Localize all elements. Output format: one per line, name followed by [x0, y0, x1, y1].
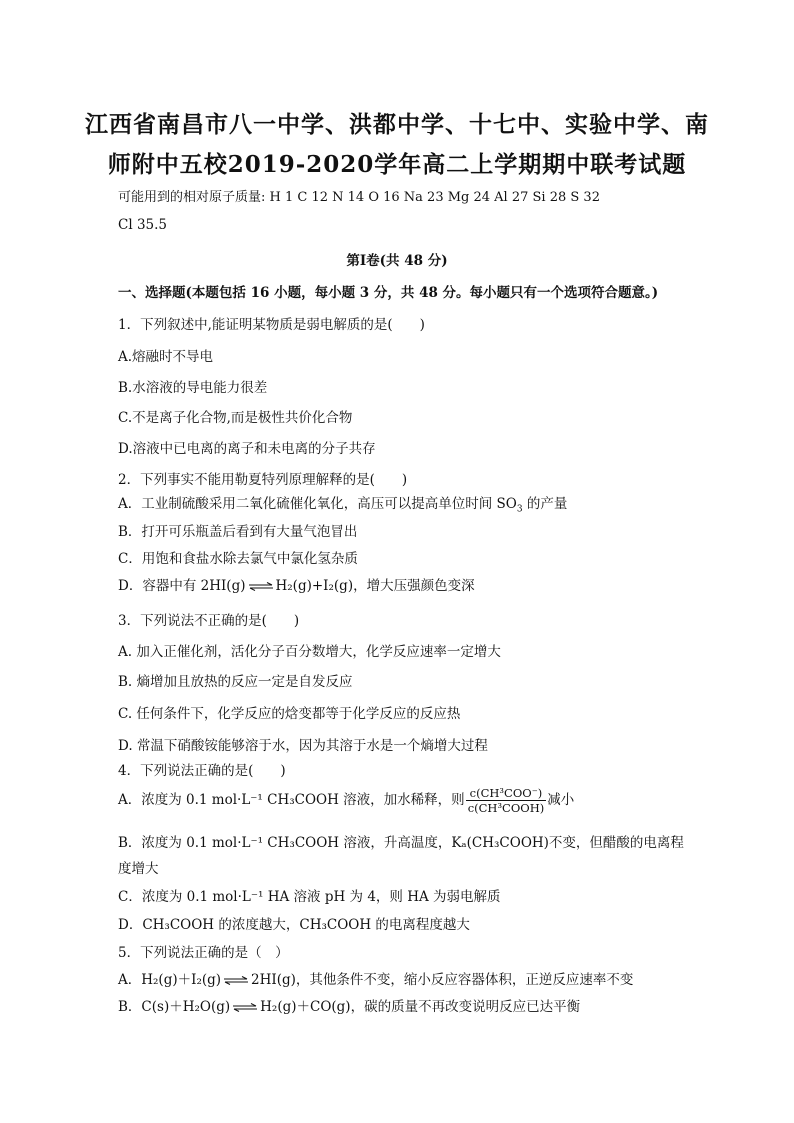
q2-option-b: B．打开可乐瓶盖后看到有大量气泡冒出 — [118, 524, 358, 540]
q1-option-b: B.水溶液的导电能力很差 — [118, 380, 268, 396]
q2-option-c: C．用饱和食盐水除去氯气中氯化氢杂质 — [118, 551, 358, 567]
reversible-arrow-icon — [248, 582, 274, 591]
q4-option-b-line2: 度增大 — [118, 861, 159, 877]
q4-option-d: D．CH₃COOH 的浓度越大，CH₃COOH 的电离程度越大 — [118, 917, 470, 933]
q5-option-a: A．H₂(g)＋I₂(g) 2HI(g)，其他条件不变，缩小反应容器体积，正逆反应速率不变 — [118, 972, 634, 988]
exam-title-line1: 江西省南昌市八一中学、洪都中学、十七中、实验中学、南 — [85, 111, 709, 138]
q3-stem: 3．下列说法不正确的是( ) — [118, 613, 300, 629]
q2-option-a: A．工业制硫酸采用二氧化硫催化氧化，高压可以提高单位时间 $SO_3$ 的产量 — [118, 496, 568, 515]
part-header: 一、选择题(本题包括 16 小题，每小题 3 分，共 48 分。每小题只有一个选项符合题意。) — [118, 285, 659, 301]
q1-stem: 1．下列叙述中,能证明某物质是弱电解质的是( ) — [118, 317, 425, 333]
q3-option-b: B. 熵增加且放热的反应一定是自发反应 — [118, 674, 353, 690]
q5-stem: 5．下列说法正确的是（ ） — [118, 945, 289, 961]
q4-option-a: A．浓度为 0.1 mol·L⁻¹ CH₃COOH 溶液，加水稀释，则 $\frac{\text{c(CH³COO⁻)}}{\text{c(CH³COOH)}}$ 减小 — [118, 786, 575, 815]
q2-option-d: D．容器中有 2HI(g) H₂(g)+I₂(g)，增大压强颜色变深 — [118, 578, 475, 594]
q2-stem: 2．下列事实不能用勒夏特列原理解释的是( ) — [118, 472, 408, 488]
q3-option-c: C. 任何条件下，化学反应的焓变都等于化学反应的反应热 — [118, 706, 461, 722]
exam-title-line2: 师附中五校2019-2020学年高二上学期期中联考试题 — [107, 151, 687, 178]
q5-option-b: B．C(s)＋H₂O(g) H₂(g)＋CO(g)，碳的质量不再改变说明反应已达平衡 — [118, 999, 581, 1015]
reversible-arrow-icon — [223, 976, 249, 985]
q4-stem: 4．下列说法正确的是( ) — [118, 763, 286, 779]
concentration-ratio: $\frac{\text{c(CH³COO⁻)}}{\text{c(CH³COOH)}}$ — [467, 786, 545, 815]
q4-option-b-line1: B．浓度为 0.1 mol·L⁻¹ CH₃COOH 溶液，升高温度，Kₐ(CH₃COOH)不变，但醋酸的电离程 — [118, 835, 684, 851]
q4-option-c: C．浓度为 0.1 mol·L⁻¹ HA 溶液 pH 为 4，则 HA 为弱电解质 — [118, 889, 501, 905]
q1-option-c: C.不是离子化合物,而是极性共价化合物 — [118, 410, 353, 426]
reversible-arrow-icon — [232, 1003, 258, 1012]
atomic-masses-line2: Cl 35.5 — [118, 217, 167, 233]
q3-option-a: A. 加入正催化剂，活化分子百分数增大，化学反应速率一定增大 — [118, 644, 501, 660]
q1-option-d: D.溶液中已电离的离子和未电离的分子共存 — [118, 441, 376, 457]
q1-option-a: A.熔融时不导电 — [118, 349, 214, 365]
atomic-masses-line1: 可能用到的相对原子质量: H 1 C 12 N 14 O 16 Na 23 Mg 24 Al 27 Si 28 S 32 — [118, 190, 600, 205]
q3-option-d: D. 常温下硝酸铵能够溶于水，因为其溶于水是一个熵增大过程 — [118, 738, 488, 754]
section-header: 第Ⅰ卷(共 48 分) — [346, 253, 448, 269]
